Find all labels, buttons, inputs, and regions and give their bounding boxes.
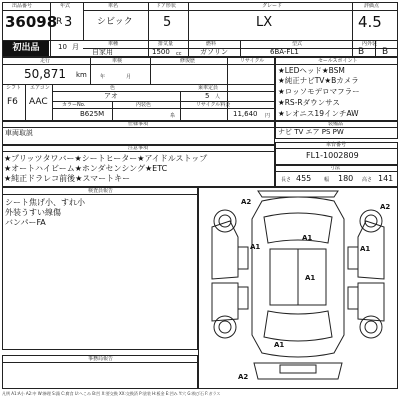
int-ext-label: 内外装 — [362, 41, 378, 47]
type-label: 車種 — [108, 41, 119, 47]
divider — [83, 48, 398, 49]
model-value: シビック — [97, 17, 133, 27]
inspector-line: 外装うすい線傷 — [5, 208, 61, 217]
notes-title: 注意事項 — [128, 145, 149, 151]
first-listing-badge: 初出品 — [3, 41, 49, 56]
rating-value: 4.5 — [358, 13, 382, 31]
divider — [52, 108, 275, 109]
notes-line: ★プリッツタワバー★シートヒーター★アイドルストップ — [4, 154, 208, 163]
fuel-label: 燃料 — [206, 41, 217, 47]
colorno-value: B625M — [80, 110, 105, 118]
shift-label: シフト — [6, 85, 22, 91]
cc-unit: cc — [176, 51, 182, 57]
recycle-fee-unit: 円 — [265, 113, 271, 119]
equipment-value: ナビ TV エア PS PW — [278, 128, 344, 136]
inspector-line: バンパーFA — [5, 218, 46, 227]
inspector-title: 検査員報告 — [88, 188, 114, 194]
model-label: 車名 — [108, 3, 119, 9]
chassis-value: FL1-1002809 — [306, 151, 359, 160]
cc-value: 1500 — [152, 48, 170, 56]
history-label: 修復歴 — [180, 58, 196, 64]
inspect-month: 月 — [126, 74, 132, 80]
divider — [112, 101, 113, 121]
divider — [83, 2, 84, 40]
divider — [52, 84, 53, 121]
damage-mark: A2 — [241, 198, 252, 206]
divider — [25, 84, 26, 121]
selling-point-item: ★LEDヘッド★BSM — [278, 66, 345, 75]
divider — [180, 91, 181, 121]
selling-point-item: ★RS-Rダウンサス — [278, 98, 340, 107]
mileage-label: 走行 — [40, 58, 51, 64]
damage-mark: A1 — [250, 243, 261, 251]
lot-label: 出品番号 — [12, 3, 33, 9]
selling-point-item: ★レオニス19インチAW — [278, 109, 359, 118]
chassis-title: 車台番号 — [326, 142, 347, 148]
selling-point-item: ★純正ナビTV★Bカメラ — [278, 76, 359, 85]
recycle-label: リサイクル — [240, 58, 265, 64]
divider — [2, 10, 50, 11]
grade-label: グレード — [262, 3, 283, 9]
lot-number: 36098 — [5, 13, 58, 31]
ac-label: エアコン — [30, 85, 50, 91]
mileage-value: 50,871 — [24, 67, 66, 81]
damage-mark: A1 — [302, 234, 313, 242]
type-value: 自家用 — [92, 48, 113, 56]
length-label: 長さ — [281, 177, 292, 183]
divider — [2, 64, 275, 65]
divider — [83, 10, 398, 11]
mileage-unit: km — [76, 71, 87, 79]
car-outline-diagram — [198, 187, 398, 389]
divider — [2, 127, 275, 128]
width-label: 幅 — [324, 177, 330, 183]
height-label: 高さ — [362, 177, 373, 183]
footer-legend: 凡例 A1:A小 A2:中 W:修理 S:錆 C:腐食 U:へこみ B:凹 X:要交換 XX:交換済 P:塗装 H:板金 E:凹み Y:穴 G:飛び石 F:ガラス — [2, 391, 221, 396]
month-value: 10 — [58, 43, 67, 51]
divider — [227, 57, 228, 121]
cc-label: 排気量 — [158, 41, 174, 47]
inspector-line: シート焦げ小、すれ小 — [5, 198, 85, 207]
year-value: 3 — [64, 15, 73, 30]
interior-grade: B — [358, 47, 365, 57]
divider — [2, 40, 398, 41]
capacity-label: 乗車定員 — [198, 85, 219, 91]
doors-label: ドア形状 — [156, 3, 176, 9]
divider — [275, 148, 398, 149]
form-label: 型式 — [292, 41, 303, 47]
equipment-title: 装備品 — [328, 121, 344, 127]
damage-mark: A2 — [238, 373, 249, 381]
colorno-label: カラーNo. — [62, 102, 86, 108]
color-value: アオ — [104, 92, 118, 100]
dimensions-title: 寸法 — [330, 165, 341, 171]
damage-mark: A1 — [274, 341, 285, 349]
month-unit: 月 — [72, 43, 79, 51]
damage-mark: A1 — [305, 274, 316, 282]
history-notes-title: 仕様事項 — [128, 121, 149, 127]
divider — [2, 194, 198, 195]
damage-mark: A2 — [380, 203, 391, 211]
selling-points-title: セールスポイント — [318, 58, 358, 64]
grade-value: LX — [256, 15, 273, 30]
height-value: 141 — [378, 174, 394, 183]
notes-line: ★オートハイビーム★ホンダセンシング★ETC — [4, 164, 168, 173]
year-label: 年式 — [60, 3, 71, 9]
notes-line: ★純正ドラレコ前後★スマートキー — [4, 174, 131, 183]
divider — [52, 91, 275, 92]
capacity-value: 5 — [205, 92, 210, 100]
divider — [52, 101, 275, 102]
int-color-value: 糸 — [170, 113, 176, 119]
rating-label: 評価点 — [364, 3, 380, 9]
damage-mark: A1 — [360, 245, 371, 253]
divider — [150, 57, 151, 84]
exterior-grade: B — [382, 47, 389, 57]
width-value: 180 — [338, 174, 354, 183]
inspect-year: 年 — [100, 74, 106, 80]
recycle-fee-label: リサイクル料金 — [196, 102, 231, 108]
history-notes-value: 車両取説 — [5, 129, 33, 137]
inspect-label: 車検 — [112, 58, 123, 64]
int-color-label: 内装色 — [136, 102, 152, 108]
divider — [2, 362, 198, 363]
divider — [2, 151, 275, 152]
report-title: 事務局報告 — [88, 356, 114, 362]
divider — [275, 64, 398, 65]
color-label: 色 — [110, 85, 116, 91]
length-value: 455 — [296, 174, 312, 183]
form-value: 6BA-FL1 — [270, 48, 299, 56]
year-era: R — [56, 17, 63, 27]
recycle-fee-value: 11,640 — [233, 110, 258, 118]
capacity-unit: 人 — [215, 94, 221, 100]
divider — [90, 57, 91, 84]
ac-value: AAC — [29, 97, 48, 107]
divider — [275, 171, 398, 172]
shift-value: F6 — [7, 97, 18, 107]
doors-value: 5 — [163, 15, 172, 30]
selling-point-item: ★ロッソモデロマフラー — [278, 87, 360, 96]
fuel-value: ガソリン — [200, 48, 228, 56]
